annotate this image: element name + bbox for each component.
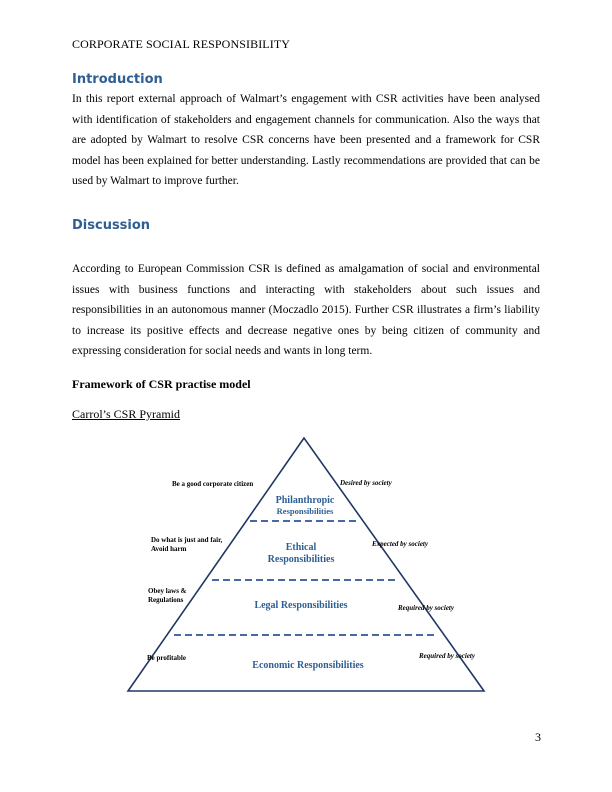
level-legal-line1: Legal Responsibilities: [254, 600, 348, 611]
running-head: CORPORATE SOCIAL RESPONSIBILITY: [72, 37, 291, 51]
left-note-obey-laws: Obey laws &: [148, 587, 187, 595]
right-note-required-legal: Required by society: [398, 604, 454, 612]
level-economic-line1: Economic Responsibilities: [252, 660, 364, 671]
left-note-regulations: Regulations: [148, 596, 184, 604]
discussion-paragraph: According to European Commission CSR is defined as amalgamation of social and environmental issues with business functions and interacting with stakeholders about such issues and responsibilities in an autonomous manner (Moczadlo 2015). Further CSR illustrates a firm’s liability to increase its positive effects and decrease negative ones by being citizen of community and expressing consideration for social needs and wants in long term.: [72, 263, 540, 357]
framework-heading: Framework of CSR practise model: [72, 377, 251, 391]
page-number: 3: [535, 730, 541, 744]
right-note-required-economic: Required by society: [419, 652, 475, 660]
figure-title: Carrol’s CSR Pyramid: [72, 407, 181, 421]
level-philanthropic-line1: Philanthropic: [275, 495, 335, 506]
left-note-just-fair: Do what is just and fair,: [151, 536, 223, 544]
level-ethical-line1: Ethical: [285, 542, 317, 553]
csr-pyramid-figure: [120, 432, 500, 696]
level-ethical-line2: Responsibilities: [267, 554, 335, 565]
discussion-heading: Discussion: [72, 218, 151, 233]
introduction-heading: Introduction: [72, 72, 163, 87]
left-note-avoid-harm: Avoid harm: [151, 545, 187, 553]
left-note-profitable: Be profitable: [147, 654, 186, 662]
introduction-paragraph: In this report external approach of Walmart’s engagement with CSR activities have been analysed with identification of stakeholders and engagement channels for communication. Also the ways that are adopted by Walmart to resolve CSR concerns have been presented and a framework for CSR model has been explained for better understanding. Lastly recommendations are provided that can be used by Walmart to improve further.: [72, 93, 540, 187]
level-philanthropic-line2: Responsibilities: [276, 506, 334, 516]
left-note-citizen: Be a good corporate citizen: [172, 480, 254, 488]
right-note-desired: Desired by society: [340, 479, 392, 487]
right-note-expected: Expected by society: [372, 540, 428, 548]
